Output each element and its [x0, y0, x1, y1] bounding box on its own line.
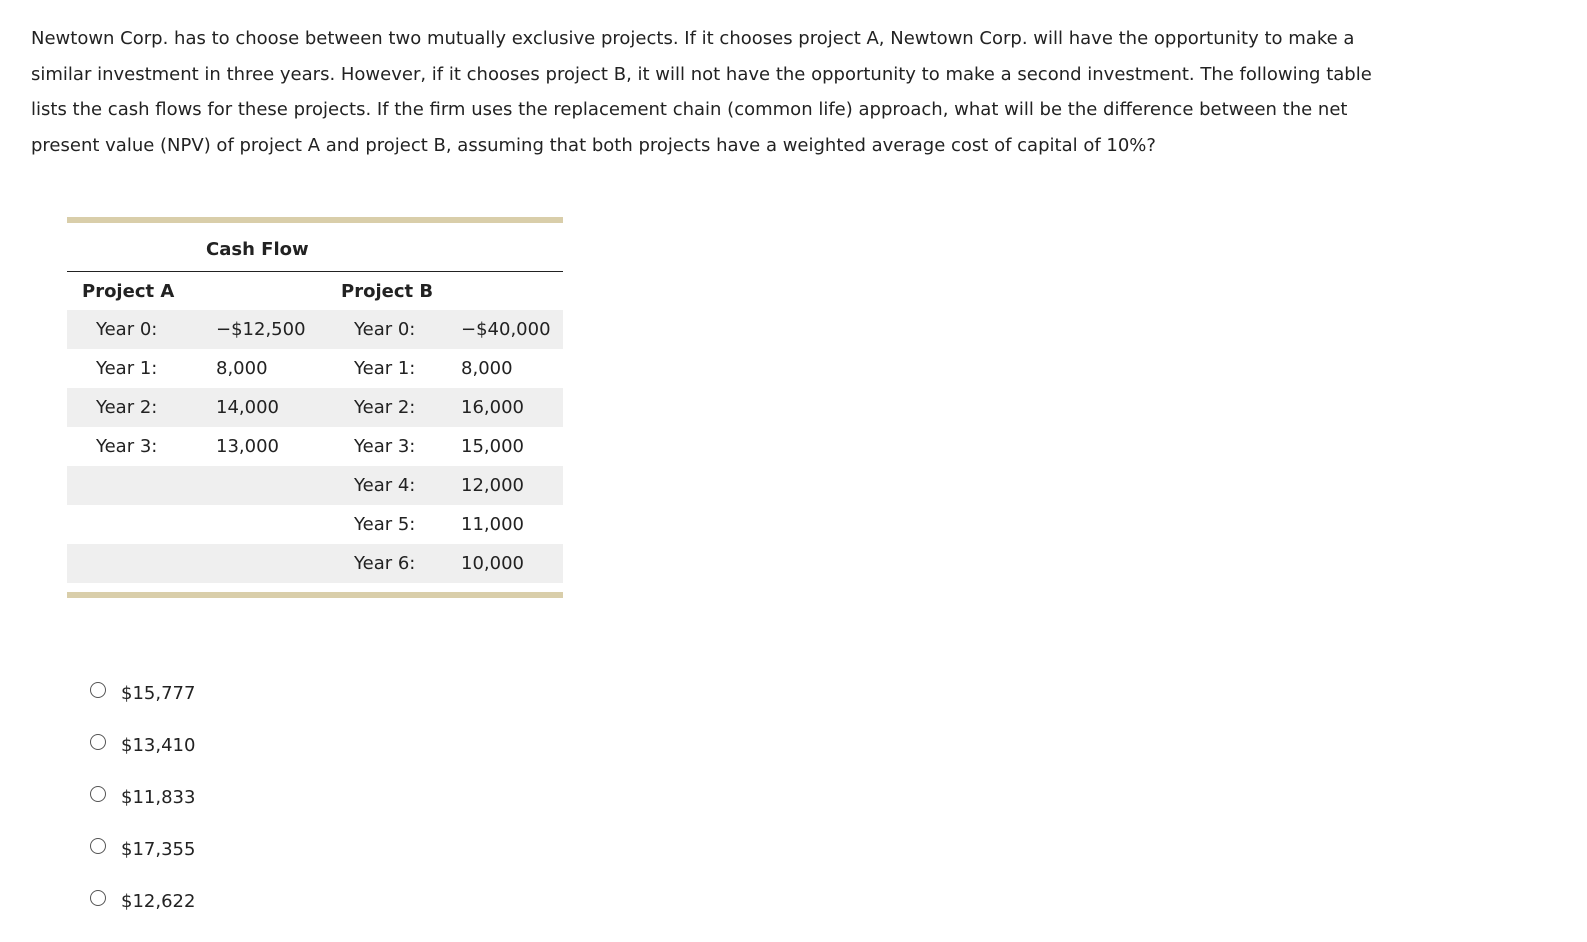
project-b-year: Year 6:: [331, 544, 461, 583]
answer-label[interactable]: $12,622: [121, 891, 196, 912]
question-text: Newtown Corp. has to choose between two mutually exclusive projects. If it chooses project A, Newtown Corp. will have the opportunity to make a similar investment in three years. However, if it chooses project B, it will not have the opportunity to make a second investment. The following table lists the cash flows for these projects. If the firm uses the replacement chain (common life) approach, what will be the difference between the net present value (NPV) of project A and project B, assuming that both projects have a weighted average cost of capital of 10%?: [31, 28, 1372, 156]
project-a-amount: −$12,500: [206, 310, 331, 349]
project-a-year: [67, 544, 206, 583]
project-b-year: Year 4:: [331, 466, 461, 505]
table-row: [67, 349, 563, 388]
project-b-amount: 10,000: [461, 544, 563, 583]
project-b-year: Year 1:: [354, 358, 416, 379]
project-b-year: Year 0:: [331, 310, 461, 349]
cash-flow-body: [67, 272, 563, 583]
project-b-amount: 15,000: [461, 436, 524, 457]
table-row: [67, 310, 563, 349]
table-caption: Cash Flow: [206, 238, 309, 260]
radio-button[interactable]: [90, 890, 106, 906]
project-a-year: Year 2:: [67, 388, 206, 427]
answer-label[interactable]: $11,833: [121, 787, 196, 808]
answer-label[interactable]: $15,777: [121, 683, 196, 704]
project-a-year: [67, 466, 206, 505]
project-a-year: Year 1:: [96, 358, 158, 379]
project-a-year: Year 0:: [67, 310, 206, 349]
project-b-amount: 8,000: [461, 358, 513, 379]
cash-flow-grid: [67, 223, 563, 271]
radio-button[interactable]: [90, 838, 106, 854]
project-b-amount: 12,000: [461, 466, 563, 505]
project-a-year: [67, 505, 206, 544]
project-a-header: Project A: [82, 280, 175, 302]
project-a-amount: [206, 466, 331, 505]
project-b-year: Year 5:: [354, 514, 416, 535]
project-b-amount: 16,000: [461, 388, 563, 427]
table-row: [67, 544, 563, 583]
project-a-amount: [206, 505, 331, 544]
cash-flow-table: [67, 217, 563, 598]
table-row: [67, 388, 563, 427]
table-caption-row: [67, 223, 563, 271]
project-a-amount: 13,000: [216, 436, 279, 457]
project-b-amount: −$40,000: [461, 310, 563, 349]
project-a-amount: 14,000: [206, 388, 331, 427]
radio-button[interactable]: [90, 682, 106, 698]
radio-button[interactable]: [90, 786, 106, 802]
project-b-year: Year 3:: [354, 436, 416, 457]
project-b-amount: 11,000: [461, 514, 524, 535]
project-a-amount: [206, 544, 331, 583]
project-a-amount: 8,000: [216, 358, 268, 379]
table-bottom-rule: [67, 592, 563, 598]
radio-button[interactable]: [90, 734, 106, 750]
project-b-year: Year 2:: [331, 388, 461, 427]
table-row: [67, 427, 563, 466]
answer-label[interactable]: $13,410: [121, 735, 196, 756]
project-header-row: [67, 272, 563, 310]
project-a-year: Year 3:: [96, 436, 158, 457]
table-row: [67, 505, 563, 544]
table-row: [67, 466, 563, 505]
project-b-header: Project B: [341, 280, 434, 302]
answer-label[interactable]: $17,355: [121, 839, 196, 860]
table-bottom-spacer: [67, 583, 563, 592]
